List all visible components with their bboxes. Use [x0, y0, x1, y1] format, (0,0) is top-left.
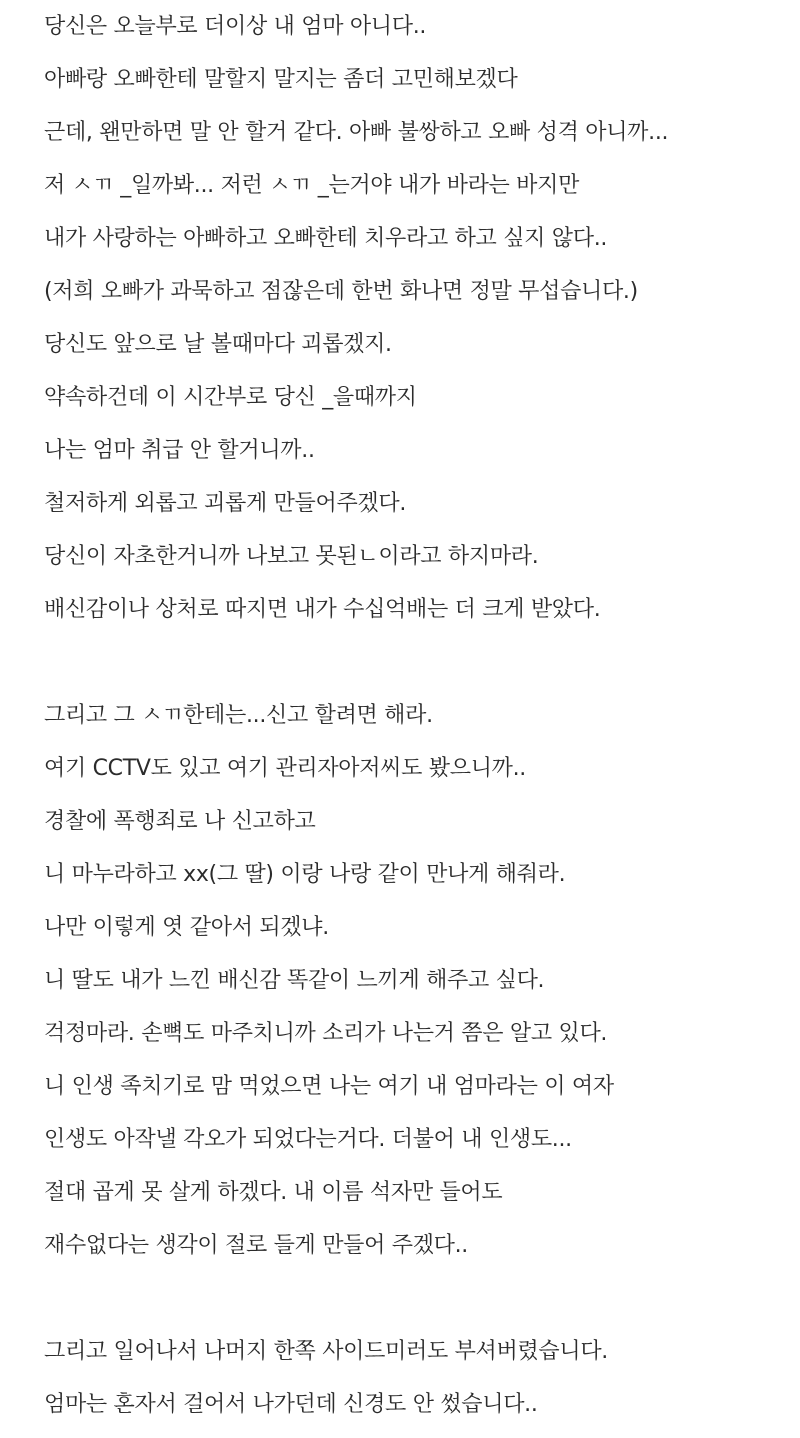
text-line: 그리고 일어나서 나머지 한쪽 사이드미러도 부셔버렸습니다. [44, 1339, 608, 1364]
text-line: 재수없다는 생각이 절로 들게 만들어 주겠다.. [44, 1233, 468, 1258]
text-line: 엄마는 혼자서 걸어서 나가던데 신경도 안 썼습니다.. [44, 1392, 538, 1417]
text-line: 절대 곱게 못 살게 하겠다. 내 이름 석자만 들어도 [44, 1180, 503, 1205]
paragraph-2 [44, 689, 789, 1272]
text-line: 철저하게 외롭고 괴롭게 만들어주겠다. [44, 491, 407, 516]
text-line: 그리고 그 ㅅㄲ한테는...신고 할려면 해라. [44, 703, 433, 728]
paragraph-spacer [44, 636, 789, 689]
paragraph-1 [44, 0, 789, 636]
text-line: 아빠랑 오빠한테 말할지 말지는 좀더 고민해보겠다 [44, 67, 518, 92]
text-line: 배신감이나 상처로 따지면 내가 수십억배는 더 크게 받았다. [44, 597, 601, 622]
paragraph-3 [44, 1325, 789, 1431]
text-line: 니 인생 족치기로 맘 먹었으면 나는 여기 내 엄마라는 이 여자 [44, 1074, 614, 1099]
text-line: 저 ㅅㄲ _일까봐... 저런 ㅅㄲ _는거야 내가 바라는 바지만 [44, 173, 580, 198]
paragraph-spacer [44, 1272, 789, 1325]
text-line: 당신은 오늘부로 더이상 내 엄마 아니다.. [44, 14, 427, 39]
text-line: 걱정마라. 손뼉도 마주치니까 소리가 나는거 쯤은 알고 있다. [44, 1021, 608, 1046]
text-line: 당신도 앞으로 날 볼때마다 괴롭겠지. [44, 332, 392, 357]
text-line: 나는 엄마 취급 안 할거니까.. [44, 438, 315, 463]
text-line: 약속하건데 이 시간부로 당신 _을때까지 [44, 385, 417, 410]
text-line: 나만 이렇게 엿 같아서 되겠냐. [44, 915, 329, 940]
text-line: (저희 오빠가 과묵하고 점잖은데 한번 화나면 정말 무섭습니다.) [44, 279, 638, 304]
text-line: 여기 CCTV도 있고 여기 관리자아저씨도 봤으니까.. [44, 756, 527, 781]
text-line: 근데, 왠만하면 말 안 할거 같다. 아빠 불쌍하고 오빠 성격 아니까... [44, 120, 669, 145]
text-line: 니 마누라하고 xx(그 딸) 이랑 나랑 같이 만나게 해줘라. [44, 862, 566, 887]
text-line: 경찰에 폭행죄로 나 신고하고 [44, 809, 316, 834]
text-line: 니 딸도 내가 느낀 배신감 똑같이 느끼게 해주고 싶다. [44, 968, 545, 993]
article-body [44, 0, 789, 1431]
text-line: 인생도 아작낼 각오가 되었다는거다. 더불어 내 인생도... [44, 1127, 572, 1152]
text-line: 당신이 자초한거니까 나보고 못된ㄴ이라고 하지마라. [44, 544, 539, 569]
text-line: 내가 사랑하는 아빠하고 오빠한테 치우라고 하고 싶지 않다.. [44, 226, 608, 251]
